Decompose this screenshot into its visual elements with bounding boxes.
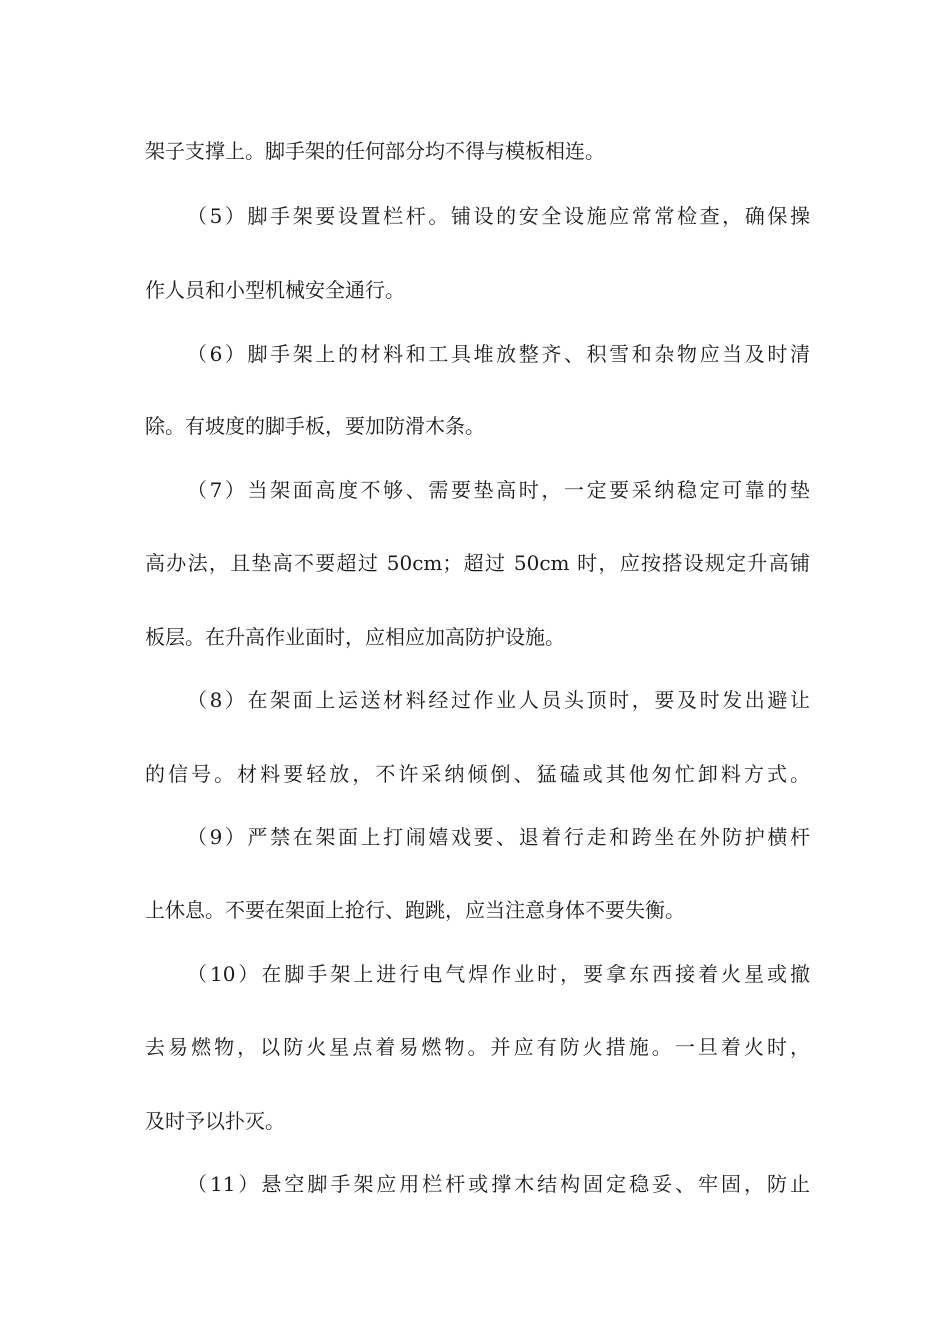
- text-line: 的信号。材料要轻放，不许采纳倾倒、猛磕或其他匆忙卸料方式。: [145, 762, 810, 786]
- text-line: （8）在架面上运送材料经过作业人员头顶时，要及时发出避让: [187, 688, 810, 712]
- text-line: （7）当架面高度不够、需要垫高时，一定要采纳稳定可靠的垫: [187, 478, 810, 502]
- text-line: （9）严禁在架面上打闹嬉戏要、退着行走和跨坐在外防护横杆: [187, 825, 810, 849]
- text-line: （10）在脚手架上进行电气焊作业时，要拿东西接着火星或撤: [187, 962, 810, 986]
- text-line: 及时予以扑灭。: [145, 1109, 285, 1133]
- text-line: 作人员和小型机械安全通行。: [145, 278, 405, 302]
- text-line: （6）脚手架上的材料和工具堆放整齐、积雪和杂物应当及时清: [187, 342, 810, 366]
- text-line: 架子支撑上。脚手架的任何部分均不得与模板相连。: [145, 139, 605, 163]
- text-line: 高办法，且垫高不要超过 50cm；超过 50cm 时，应按搭设规定升高铺: [145, 551, 810, 575]
- text-line: （5）脚手架要设置栏杆。铺设的安全设施应常常检查，确保操: [187, 204, 810, 228]
- text-line: 除。有坡度的脚手板，要加防滑木条。: [145, 414, 485, 438]
- text-line: 板层。在升高作业面时，应相应加高防护设施。: [145, 625, 565, 649]
- text-line: （11）悬空脚手架应用栏杆或撑木结构固定稳妥、牢固，防止: [187, 1172, 810, 1196]
- text-line: 去易燃物，以防火星点着易燃物。并应有防火措施。一旦着火时，: [145, 1035, 810, 1059]
- text-line: 上休息。不要在架面上抢行、跑跳，应当注意身体不要失衡。: [145, 898, 685, 922]
